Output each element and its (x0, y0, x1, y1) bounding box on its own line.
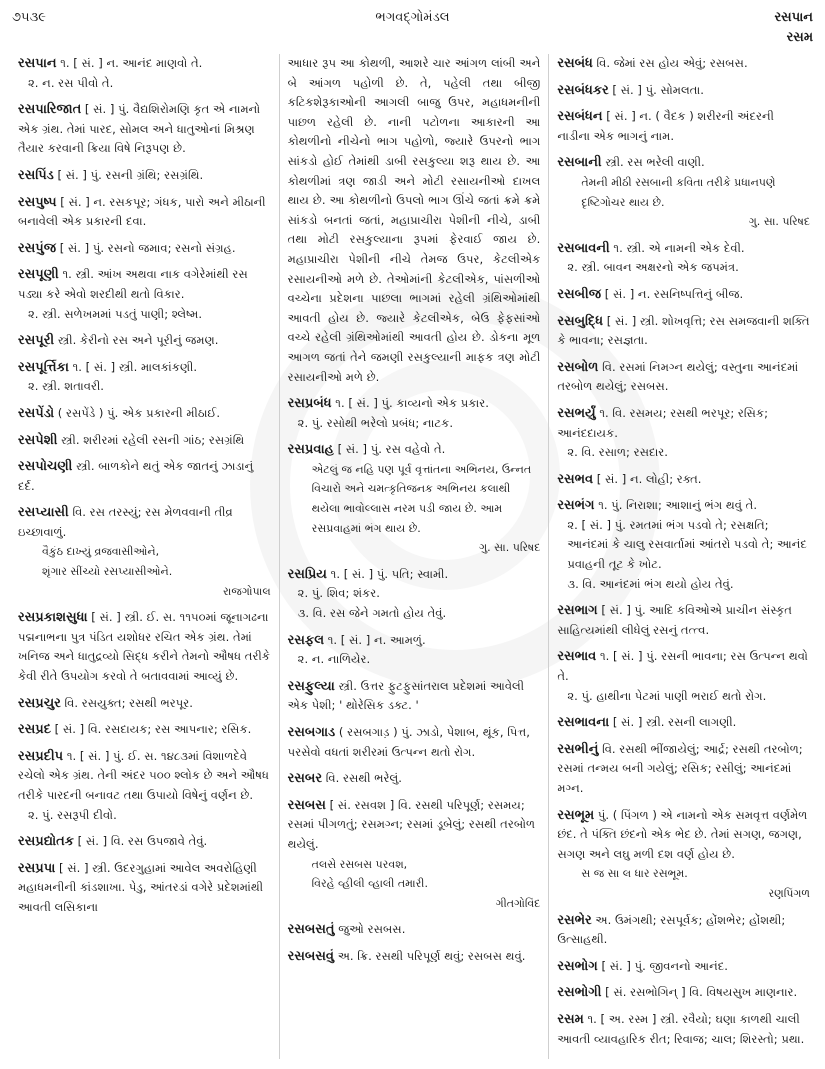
entry-definition (18, 503, 271, 542)
entry-definition (18, 694, 271, 714)
entry-headword: રસભંગ (557, 498, 595, 514)
entry-quotation: એટલું જ નહિ પણ પૂર્વ વૃત્તાંતના અભિનય, ઉન્નત વિચારો અને ચમત્કૃતિજનક અભિનય કલાથી થયેલા ભાવોલ્લાસ નરમ પડી જાય છે. આમ રસપ્રવાહમાં ભંગ થાય છે. (311, 462, 532, 535)
entry-headword: રસપૂણી (18, 267, 59, 283)
dictionary-entry (557, 404, 810, 463)
entry-definition (18, 404, 271, 424)
entry-headword: રસફુલ્યા (287, 678, 335, 694)
dictionary-entry (288, 565, 541, 624)
dictionary-entry (18, 193, 271, 232)
column-left (10, 54, 279, 1059)
entry-text: વિ. રસમાં નિમગ્ન થયેલું; વસ્તુના આનંદમાં તરબોળ થયેલું; રસબસ. (557, 359, 799, 394)
entry-quotation: વૈકુંઠ દાખ્યું વ્રજવાસીઓને, (42, 545, 160, 559)
entry-quotation: વિરહે વ્હીલી વ્હાલી તમારી. (311, 877, 428, 891)
entry-text: ૧. [ સં. ] સ્ત્રી. માલકાંકણી. (72, 359, 198, 374)
entry-text: ૩. વિ. આનંદમાં ભંગ થયો હોય તેવું. (567, 576, 734, 591)
entry-headword: રસપારિજાત (18, 102, 82, 118)
dictionary-entry (18, 859, 271, 918)
entry-text: [ સં. રસવશ ] વિ. રસથી પરિપૂર્ણ; રસમય; રસમાં પીગળતું; રસમગ્ન; રસમાં ડૂબેલું; રસથી તરબોળ થયેલું. (287, 797, 536, 851)
entry-text: ૨. વિ. રસાળ; રસદાર. (567, 445, 668, 460)
entry-definition (18, 358, 271, 378)
entry-headword: રસપ્રિય (287, 566, 327, 582)
entry-headword: રસબગાડ (287, 725, 336, 740)
entry-headword: રસપ્રકાશસુધા (18, 610, 88, 626)
dictionary-entry (288, 631, 541, 670)
entry-definition (288, 769, 541, 789)
entry-headword: રસપ્રદીપ (18, 748, 64, 764)
entry-text: [ સં. ] સ્ત્રી. ઈ. સ. ૧૧૫૦માં જૂનાગઢના પદ્મનાભના પુત્ર પંડિત યશોધર રચિત એક ગ્રંથ. તેમાં ખનિજ અને ધાતુદ્રવ્યો સિદ્ધ કરીને તેમનો ઔષધ તરીકે કેવી રીતે ઉપયોગ કરવો તે બતાવવામાં આવ્યું છે. (18, 610, 270, 684)
entry-text: જુઓ રસબસ. (338, 922, 406, 937)
entry-definition (288, 394, 541, 414)
entry-text: ૨. ન. નાળિયેર. (297, 652, 371, 667)
dictionary-entry (557, 713, 810, 733)
entry-headword: રસપ્યાસી (18, 505, 69, 521)
entry-text: [ સં. ] પું. રસનો જમાવ; રસનો સંગ્રહ. (59, 240, 236, 255)
entry-source: ગુ. સા. પરિષદ (748, 215, 811, 229)
entry-headword: રસપ્રબંધ (287, 396, 332, 412)
entry-text: ૨. પું. રસરૂપી દીવો. (28, 807, 117, 822)
entry-text: વિ. જેમાં રસ હોય એવું; રસબસ. (596, 56, 748, 70)
entry-text: ૧. સ્ત્રી. એ નામની એક દેવી. (613, 240, 745, 255)
entry-text: [ સં. ] ન. લોહી; રક્ત. (596, 471, 702, 486)
entry-headword: રસપ્રદ (18, 722, 51, 738)
entry-quotation: શૃંગાર સીંચ્યો રસપ્યાસીઓને. (42, 565, 173, 579)
entry-definition (18, 859, 271, 918)
dictionary-entry (288, 394, 541, 433)
dictionary-entry (288, 796, 541, 914)
entry-definition (557, 740, 810, 799)
entry-sense (288, 414, 541, 434)
entry-source: ગીતગોવિંદ (495, 896, 541, 910)
entry-text: ૧. [ સં. ] પું. રસની ભાવના; રસ ઉત્પન્ન થવો તે. (557, 649, 808, 684)
entry-text: ૨. પું. શિવ; શંકર. (297, 586, 380, 601)
entry-text: પું. ( પિંગળ ) એ નામનો એક સમવૃત્ત વર્ણમેળ છંદ. તે પંક્તિ છંદનો એક ભેદ છે. તેમાં સગણ, જગણ, સગણ અને લઘુ મળી દશ વર્ણ હોય છે. (557, 807, 808, 861)
entry-headword: રસપેંડો (18, 405, 55, 421)
entry-headword: રસબસવું (287, 948, 334, 964)
dictionary-entry (18, 503, 271, 601)
dictionary-entry (18, 431, 271, 451)
entry-headword: રસબાવની (557, 240, 610, 256)
entry-definition (18, 100, 271, 159)
dictionary-entry (18, 608, 271, 686)
dictionary-entry (18, 239, 271, 259)
entry-headword: રસબુદ્ધિ (557, 313, 604, 329)
entry-quotation: સ જ સા લ ધાર રસભૂમ. (581, 867, 688, 881)
entry-headword: રસભેર (557, 912, 592, 928)
dictionary-entry (288, 440, 541, 558)
entry-definition (557, 312, 810, 351)
entry-text: વિ. રસ તરસ્યું; રસ મેળવવાની તીવ્ર ઇચ્છાવાળું. (18, 505, 233, 539)
dictionary-entry (18, 331, 271, 351)
entry-definition (557, 496, 810, 516)
dictionary-entry (557, 285, 810, 305)
entry-definition (288, 947, 541, 967)
entry-text: ૨. સ્ત્રી. સળેખમમાં પડતું પાણી; શ્લેષ્મ. (28, 306, 203, 321)
guide-words (774, 8, 813, 48)
entry-text: [ સં. ] સ્ત્રી. ઉદરગુહામાં આવેલ અવરોહિણી મહાધમનીની કાંડશાખા. પેડુ, આંતરડાં વગેરે પ્રદેશમાંથી આવતી લસિકાના (18, 860, 264, 914)
entry-quotation: તેમની મીઠી રસબાની કવિતા તરીકે પ્રધાનપણે દૃષ્ટિગોચર થાય છે. (581, 175, 776, 209)
entry-sense (18, 377, 271, 397)
entry-text: [ સં. રસભોગિન્ ] વિ. વિષયસુખ માણનાર. (605, 985, 798, 1000)
page-header (0, 0, 825, 48)
entry-headword: રસપોચણી (18, 459, 73, 475)
dictionary-entry (557, 81, 810, 101)
dictionary-columns (10, 54, 818, 1059)
entry-text: ૨. [ સં. ] પું. રમતમાં ભંગ પડવો તે; રસક્ષતિ; આનંદમાં કે ચાલુ રસવાર્તામાં આંતરો પડવો તે; આનંદ પ્રવાહની તૂટ કે ખોટ. (567, 517, 807, 572)
entry-definition (557, 713, 810, 733)
entry-text: અ. ઉમંગથી; રસપૂર્વક; હોંશભેર; હોંશથી; ઉત્સાહથી. (557, 912, 786, 947)
entry-source: રાજગોપાલ (222, 584, 271, 598)
entry-headword: રસપ્રવાહ (287, 442, 334, 458)
dictionary-entry (557, 107, 810, 146)
entry-headword: રસપૂર્ત્તિકા (18, 359, 69, 375)
entry-headword: રસભવ (557, 471, 594, 487)
entry-definition (288, 565, 541, 585)
entry-definition (288, 631, 541, 651)
entry-sense (557, 575, 810, 595)
entry-headword: રસભોગ (557, 958, 598, 974)
entry-definition (557, 911, 810, 950)
entry-headword: રસબસ (287, 797, 326, 813)
entry-headword: રસભોગી (557, 985, 602, 1001)
entry-text: ૧. વિ. રસમય; રસથી ભરપૂર; રસિક; આનંદદાયક. (557, 405, 769, 440)
entry-definition (18, 832, 271, 852)
entry-text: સ્ત્રી. રસ ભરેલી વાણી. (605, 155, 705, 170)
entry-definition (18, 239, 271, 259)
entry-definition (557, 470, 810, 490)
entry-text: ૧. [ સં. ] પું. કાવ્યનો એક પ્રકાર. (335, 396, 489, 411)
entry-headword: રસબોળ (557, 359, 599, 375)
entry-headword: રસબીજ (557, 286, 602, 302)
entry-headword: રસબર (287, 771, 323, 787)
entry-text: વિ. રસયુક્ત; રસથી ભરપૂર. (64, 695, 193, 710)
entry-text: સ્ત્રી. બાળકોને થતું એક જાતનું ઝાડાનું દર્દ. (18, 459, 254, 493)
entry-text: [ સં. ] પું. આદિ કવિઓએ પ્રાચીન સંસ્કૃત સાહિત્યમાંથી લીધેલું રસનું તત્ત્વ. (557, 603, 792, 637)
entry-headword: રસભાવ (557, 649, 597, 665)
entry-text: સ્ત્રી. શરીરમાં રહેલી રસની ગાંઠ; રસગ્રંથિ (61, 432, 245, 447)
entry-headword: રસબંધકર (557, 82, 609, 98)
entry-sense (288, 604, 541, 624)
entry-definition (18, 431, 271, 451)
entry-sense (557, 687, 810, 707)
entry-text: [ સં. ] ન. ( વૈદક ) શરીરની અંદરની નાડીના એક ભાગનું નામ. (557, 109, 774, 143)
entry-text: [ સં. ] પું. વૈદ્યશિરોમણિ કૃત એ નામનો એક ગ્રંથ. તેમાં પારદ, સોમલ અને ધાતુઓનાં મિશ્રણ તૈયાર કરવાની ક્રિયા વિષે નિરૂપણ છે. (18, 102, 261, 156)
entry-text: ૧. [ સં. ] ન. આમળું. (327, 632, 426, 647)
entry-definition (18, 720, 271, 740)
dictionary-entry (288, 723, 541, 762)
entry-headword: રસબંધન (557, 109, 603, 125)
entry-headword: રસપુષ્પ (18, 194, 57, 210)
entry-definition (18, 747, 271, 806)
entry-definition (557, 358, 810, 397)
entry-definition (557, 153, 810, 173)
entry-headword: રસપિંડ (18, 167, 54, 183)
entry-text: ૨. સ્ત્રી. શતાવરી. (28, 379, 104, 394)
dictionary-entry (557, 153, 810, 231)
dictionary-entry (557, 806, 810, 904)
dictionary-entry (18, 694, 271, 714)
entry-headword: રસપૂરી (18, 333, 55, 349)
dictionary-entry (18, 404, 271, 424)
entry-text: સ્ત્રી. કેરીનો રસ અને પૂરીનું જમણ. (57, 333, 219, 348)
dictionary-entry (557, 239, 810, 278)
entry-headword: રસપાન (18, 56, 57, 71)
entry-definition (557, 81, 810, 101)
entry-text: ૩. વિ. રસ જેને ગમતો હોય તેવું. (297, 606, 447, 621)
entry-definition (557, 601, 810, 640)
dictionary-entry (557, 983, 810, 1003)
dictionary-entry (557, 496, 810, 594)
entry-headword: રસભાગ (557, 603, 598, 619)
entry-text: ૨. સ્ત્રી. બાવન અક્ષરનો એક જપમંત્ર. (567, 260, 739, 275)
entry-definition (18, 193, 271, 232)
entry-text: [ સં. ] વિ. રસદાયક; રસ આપનાર; રસિક. (54, 722, 252, 737)
entry-source: રણપિંગળ (768, 886, 811, 900)
dictionary-entry (557, 740, 810, 799)
entry-source: ગુ. સા. પરિષદ (479, 541, 541, 555)
dictionary-entry (18, 720, 271, 740)
entry-headword: રસમ (557, 1011, 584, 1027)
dictionary-entry (288, 677, 541, 716)
dictionary-entry (557, 54, 810, 74)
entry-text: વિ. રસથી ભીંજાયેલું; આર્દ્ર; રસથી તરબોળ; રસમાં તન્મય બની ગયેલું; રસિક; રસીલું; આનંદમાં મગ્ન. (557, 741, 803, 795)
dictionary-entry (18, 166, 271, 186)
entry-text: ૨. ન. રસ પીવો તે. (28, 75, 114, 90)
dictionary-entry (557, 911, 810, 950)
entry-text: [ સં. ] પું. રસની ગ્રંથિ; રસગ્રંથિ. (57, 167, 204, 182)
entry-sense (18, 806, 271, 826)
entry-sense (18, 305, 271, 325)
entry-text: ૧. પું. નિરાશા; આશાનું ભંગ થવું તે. (598, 498, 758, 513)
entry-headword: રસપ્રચુર (18, 695, 61, 711)
entry-sense (288, 584, 541, 604)
dictionary-entry (288, 769, 541, 789)
entry-definition (18, 166, 271, 186)
entry-headword: રસપ્રદ્યોતક (18, 834, 74, 850)
dictionary-entry (288, 947, 541, 967)
dictionary-entry (18, 54, 271, 93)
entry-headword: રસભૂમ (557, 807, 595, 823)
entry-text: ૨. પું. હાથીના પેટમાં પાણી ભરાઈ થતો રોગ. (567, 688, 767, 703)
entry-sense (288, 650, 541, 670)
entry-definition (288, 796, 541, 855)
entry-definition (288, 677, 541, 716)
dictionary-entry (288, 920, 541, 940)
dictionary-entry (18, 358, 271, 397)
dictionary-entry (557, 601, 810, 640)
entry-definition (557, 107, 810, 146)
entry-text: ૧. [ સં. ] ન. આનંદ માણવો તે. (60, 56, 203, 70)
entry-definition (557, 957, 810, 977)
entry-text: ૧. સ્ત્રી. આંખ અથવા નાક વગેરેમાંથી રસ પડ્યા કરે એવો શરદીથી થતો વિકાર. (18, 267, 248, 301)
guide-word-first: રસપાન (774, 10, 813, 25)
entry-text: ૧. [ સં. ] પું. ઈ. સ. ૧૪૮૩માં વિશાળદેવે રચેલો એક ગ્રંથ. તેની અંદર ૫૦૦ શ્લોક છે અને ઔષધ તરીકે પારદની બનાવટ તથા ઉપાયો વિષેનું વર્ણન છે. (18, 748, 269, 802)
entry-text: ( રસબગાડ઼ ) પું. ઝાડો, પેશાબ, થૂંક, પિત્ત, પરસેવો વધતાં શરીરમાં ઉત્પન્ન થતો રોગ. (287, 725, 530, 759)
entry-text: વિ. રસથી ભરેલું. (325, 771, 402, 786)
entry-definition (288, 723, 541, 762)
entry-text: [ સં. ] વિ. રસ ઉપજાવે તેવું. (77, 834, 208, 849)
entry-definition (557, 404, 810, 443)
entry-definition (557, 647, 810, 686)
entry-definition (288, 920, 541, 940)
entry-quotation: તલસે રસબસ પરવશ, (311, 857, 408, 871)
entry-text: [ સં. ] પું. જીવનનો આનંદ. (601, 958, 728, 973)
entry-text: [ સં. ] સ્ત્રી. રસની લાગણી. (612, 715, 737, 730)
entry-definition (18, 265, 271, 304)
entry-text: ૧. [ સં. ] પું. પતિ; સ્વામી. (330, 566, 449, 581)
page-number: ૭૫૩૯ (12, 10, 46, 25)
entry-text: [ સં. ] ન. રસનિષ્પત્તિનું બીજ. (604, 286, 744, 301)
dictionary-entry (557, 647, 810, 706)
entry-headword: રસભર્યું (557, 405, 596, 421)
entry-definition (557, 239, 810, 259)
entry-text: ( રસપેંડે ) પું. એક પ્રકારની મીઠાઈ. (57, 405, 221, 420)
entry-headword: રસપેશી (18, 432, 58, 448)
entry-continuation: આધાર રૂપ આ કોથળી, આશરે ચાર આંગળ લાંબી અને બે આંગળ પહોળી છે. તે, પહેલી તથા બીજી કટિકશેરૂકાઓની આગલી બાજુ ઉપર, મહાધમનીની પાછળ રહેલી છે. નાની પટોળના આકારની આ કોથળીનો નીચેનો ભાગ પહોળો, જ્યારે ઉપરનો ભાગ સાંકડો હોઈ તેમાંથી ડાબી રસકુલ્યા શરૂ થાય છે. આ કોથળીમાં ત્રણ જાડી અને મોટી રસાયનીઓ દાખલ થાય છે. આ કોથળીનો ઉપલો ભાગ ઊંચે જતાં ક્રમે ક્રમે સાંકડો બનતાં જતાં, મહાપ્રાચીરા પેશીની નીચે, ડાબી તથા મોટી રસકુલ્યાના રૂપમાં ફેરવાઈ જાય છે. મહાપ્રાચીરા પેશીની નીચે તેમજ ઉપર, કેટલીએક રસાયનીઓ મળે છે. તેઓમાંની કેટલીએક, પાંસળીઓ વચ્ચેના પ્રદેશના પાછલા ભાગમાં રહેલી ગ્રંથિઓમાંથી આવતી હોય છે. જ્યારે કેટલીએક, બેઉ ફેફસાંઓ વચ્ચે રહેલી ગ્રંથિઓમાંથી આવતી હોય છે. ડોકના મૂળ આગળ જતાં તેને જમણી રસકુલ્યાની માફક ત્રણ મોટી રસાયનીઓ મળે છે. (287, 56, 541, 384)
entry-sense (557, 258, 810, 278)
entry-headword: રસભીનું (557, 741, 599, 757)
entry-definition (18, 331, 271, 351)
entry-text: [ સં. ] ન. રસકપૂર; ગંધક, પારો અને મીઠાની બનાવેલી એક પ્રકારની દવા. (18, 194, 266, 229)
entry-headword: રસપ્રપા (18, 860, 56, 876)
entry-sense (557, 516, 810, 575)
entry-definition (288, 440, 541, 460)
entry-text: સ્ત્રી. ઉત્તર ફુટફુસાંતરાલ પ્રદેશમાં આવેલી એક પેશી; ' થોરેસિક ડક્ટ. ' (287, 678, 525, 713)
dictionary-entry (18, 100, 271, 159)
entry-headword: રસબંધ (557, 56, 593, 71)
dictionary-entry (18, 832, 271, 852)
entry-text: અ. ક્રિ. રસથી પરિપૂર્ણ થવું; રસબસ થવું. (337, 948, 526, 963)
entry-definition (557, 285, 810, 305)
entry-headword: રસભાવના (557, 715, 610, 731)
entry-headword: રસબસતું (287, 922, 335, 938)
entry-headword: રસબાની (557, 155, 602, 171)
entry-text: [ સં. ] પું. સોમલતા. (612, 82, 704, 97)
entry-headword: રસપુંજ (18, 240, 56, 256)
dictionary-entry (18, 265, 271, 324)
dictionary-entry (18, 747, 271, 825)
entry-definition (18, 457, 271, 496)
entry-text: [ સં. ] પું. રસ વહેવો તે. (337, 442, 446, 457)
entry-text: [ સં. ] સ્ત્રી. શોખવૃત્તિ; રસ સમજવાની શક્તિ કે ભાવના; રસજ્ઞતા. (557, 313, 810, 348)
guide-word-last: રસમ (786, 30, 813, 45)
entry-text: ૧. [ અ. રસ્મ ] સ્ત્રી. રવૈયો; ઘણા કાળથી ચાલી આવતી વ્યાવહારિક રીત; રિવાજ; ચાલ; શિરસ્તો; પ્રથા. (557, 1011, 805, 1046)
entry-text: ૨. પું. રસોથી ભરેલો પ્રબંધ; નાટક. (297, 415, 454, 430)
column-right (548, 54, 818, 1059)
dictionary-entry (557, 1010, 810, 1049)
entry-definition (557, 806, 810, 865)
dictionary-entry (557, 470, 810, 490)
entry-definition (18, 608, 271, 686)
running-title: ભગવદ્ગોમંડલ (375, 10, 450, 25)
entry-definition (557, 983, 810, 1003)
dictionary-entry (18, 457, 271, 496)
entry-definition (557, 54, 810, 74)
entry-headword: રસફલ (287, 632, 325, 648)
entry-sense (18, 74, 271, 94)
dictionary-entry (557, 312, 810, 351)
entry-definition (557, 1010, 810, 1049)
entry-definition (18, 54, 271, 74)
entry-sense (557, 443, 810, 463)
dictionary-entry (557, 957, 810, 977)
dictionary-entry (557, 358, 810, 397)
column-middle (279, 54, 549, 1059)
